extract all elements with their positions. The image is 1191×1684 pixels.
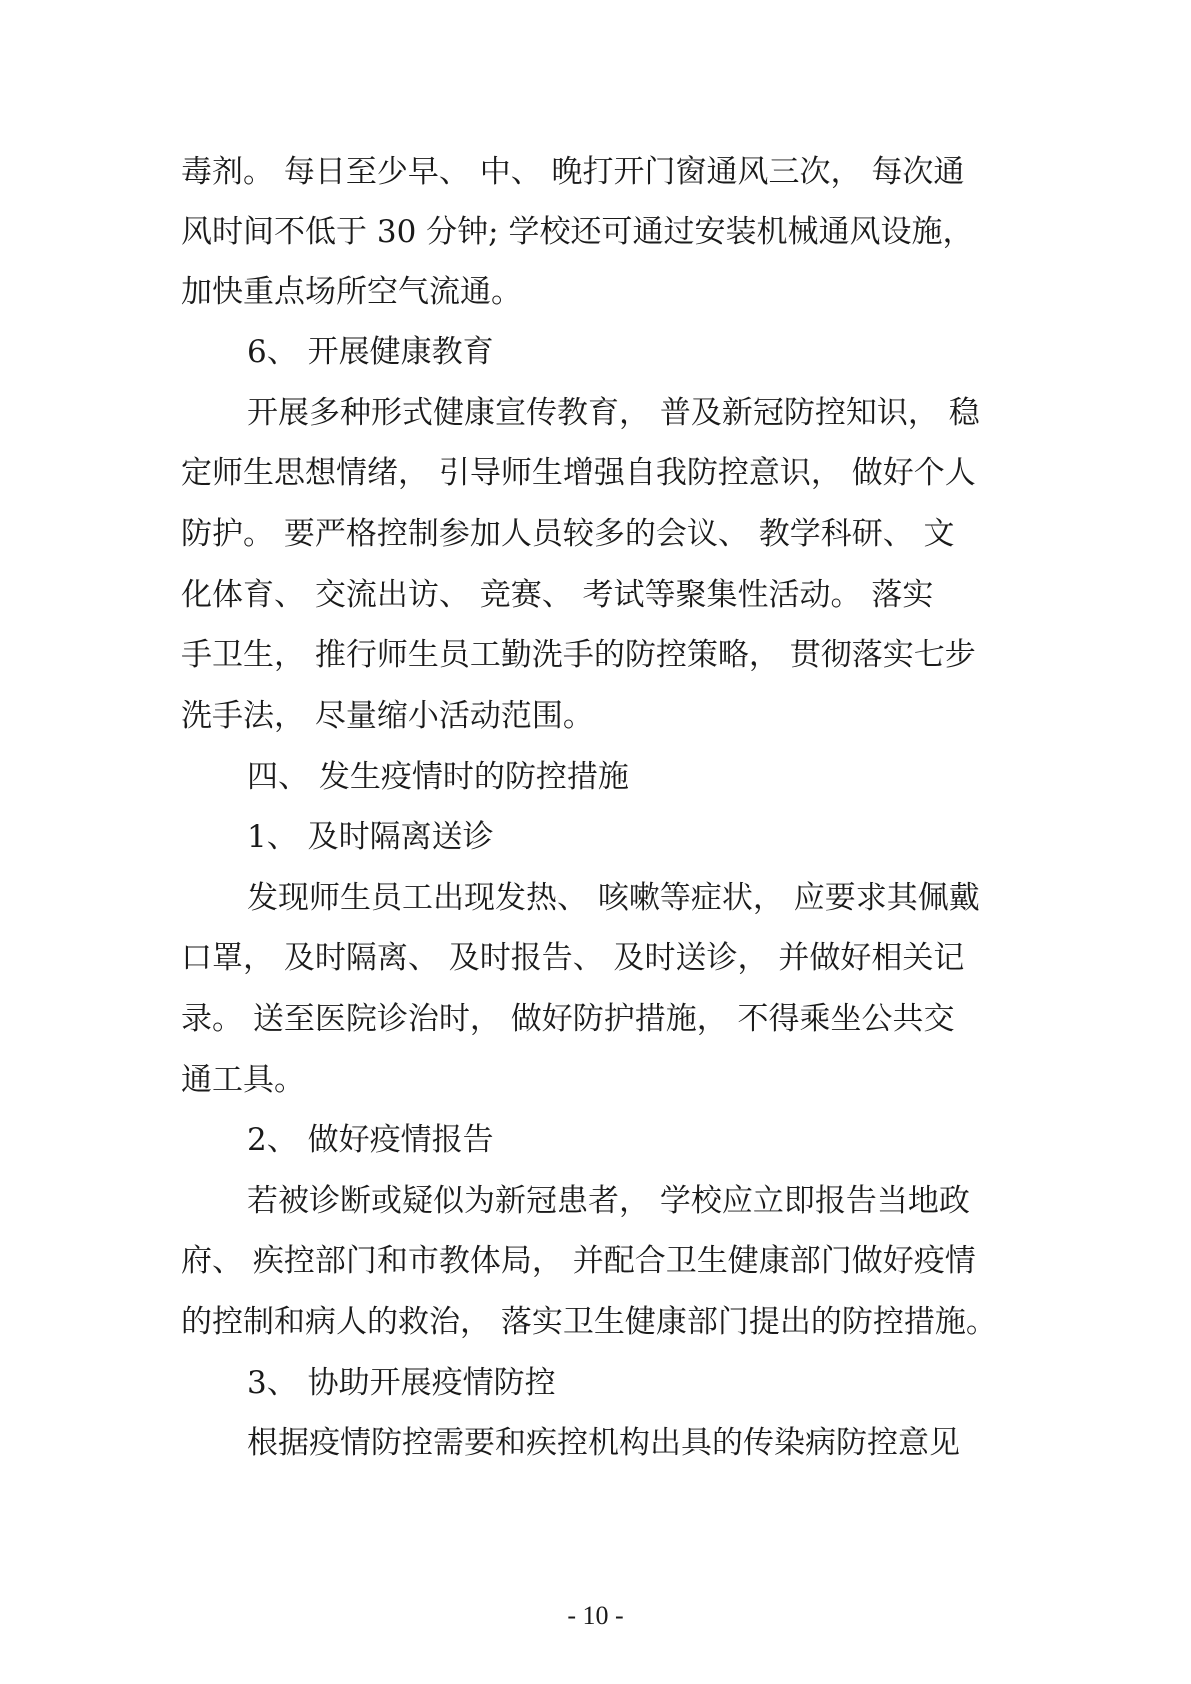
- text-line: 洗手法， 尽量缩小活动范围。: [181, 698, 594, 734]
- section-heading: 四、 发生疫情时的防控措施: [247, 759, 629, 795]
- text-line: 开展多种形式健康宣传教育， 普及新冠防控知识， 稳: [247, 395, 980, 431]
- subsection-heading: 2、 做好疫情报告: [247, 1122, 494, 1158]
- text-line: 若被诊断或疑似为新冠患者， 学校应立即报告当地政: [247, 1183, 970, 1219]
- text-line: 录。 送至医院诊治时， 做好防护措施， 不得乘坐公共交: [181, 1001, 955, 1037]
- text-line: 化体育、 交流出访、 竞赛、 考试等聚集性活动。 落实: [181, 577, 934, 613]
- page-number: - 10 -: [567, 1601, 624, 1630]
- text-line: 发现师生员工出现发热、 咳嗽等症状， 应要求其佩戴: [247, 880, 980, 916]
- text-line: 防护。 要严格控制参加人员较多的会议、 教学科研、 文: [181, 516, 955, 552]
- subsection-heading: 1、 及时隔离送诊: [247, 819, 494, 855]
- text-line: 根据疫情防控需要和疾控机构出具的传染病防控意见: [247, 1425, 960, 1461]
- text-line: 毒剂。 每日至少早、 中、 晚打开门窗通风三次， 每次通: [181, 154, 965, 190]
- text-line: 府、 疾控部门和市教体局， 并配合卫生健康部门做好疫情: [181, 1243, 976, 1279]
- text-line: 加快重点场所空气流通。: [181, 274, 522, 310]
- text-line: 通工具。: [181, 1062, 305, 1098]
- text-line: 的控制和病人的救治， 落实卫生健康部门提出的防控措施。: [181, 1304, 997, 1340]
- text-line: 手卫生， 推行师生员工勤洗手的防控策略， 贯彻落实七步: [181, 637, 976, 673]
- text-line: 口罩， 及时隔离、 及时报告、 及时送诊， 并做好相关记: [181, 940, 965, 976]
- text-line: 定师生思想情绪， 引导师生增强自我防控意识， 做好个人: [181, 455, 976, 491]
- text-line: 风时间不低于 30 分钟; 学校还可通过安装机械通风设施，: [181, 214, 974, 250]
- section-heading: 6、 开展健康教育: [247, 334, 494, 370]
- subsection-heading: 3、 协助开展疫情防控: [247, 1365, 556, 1401]
